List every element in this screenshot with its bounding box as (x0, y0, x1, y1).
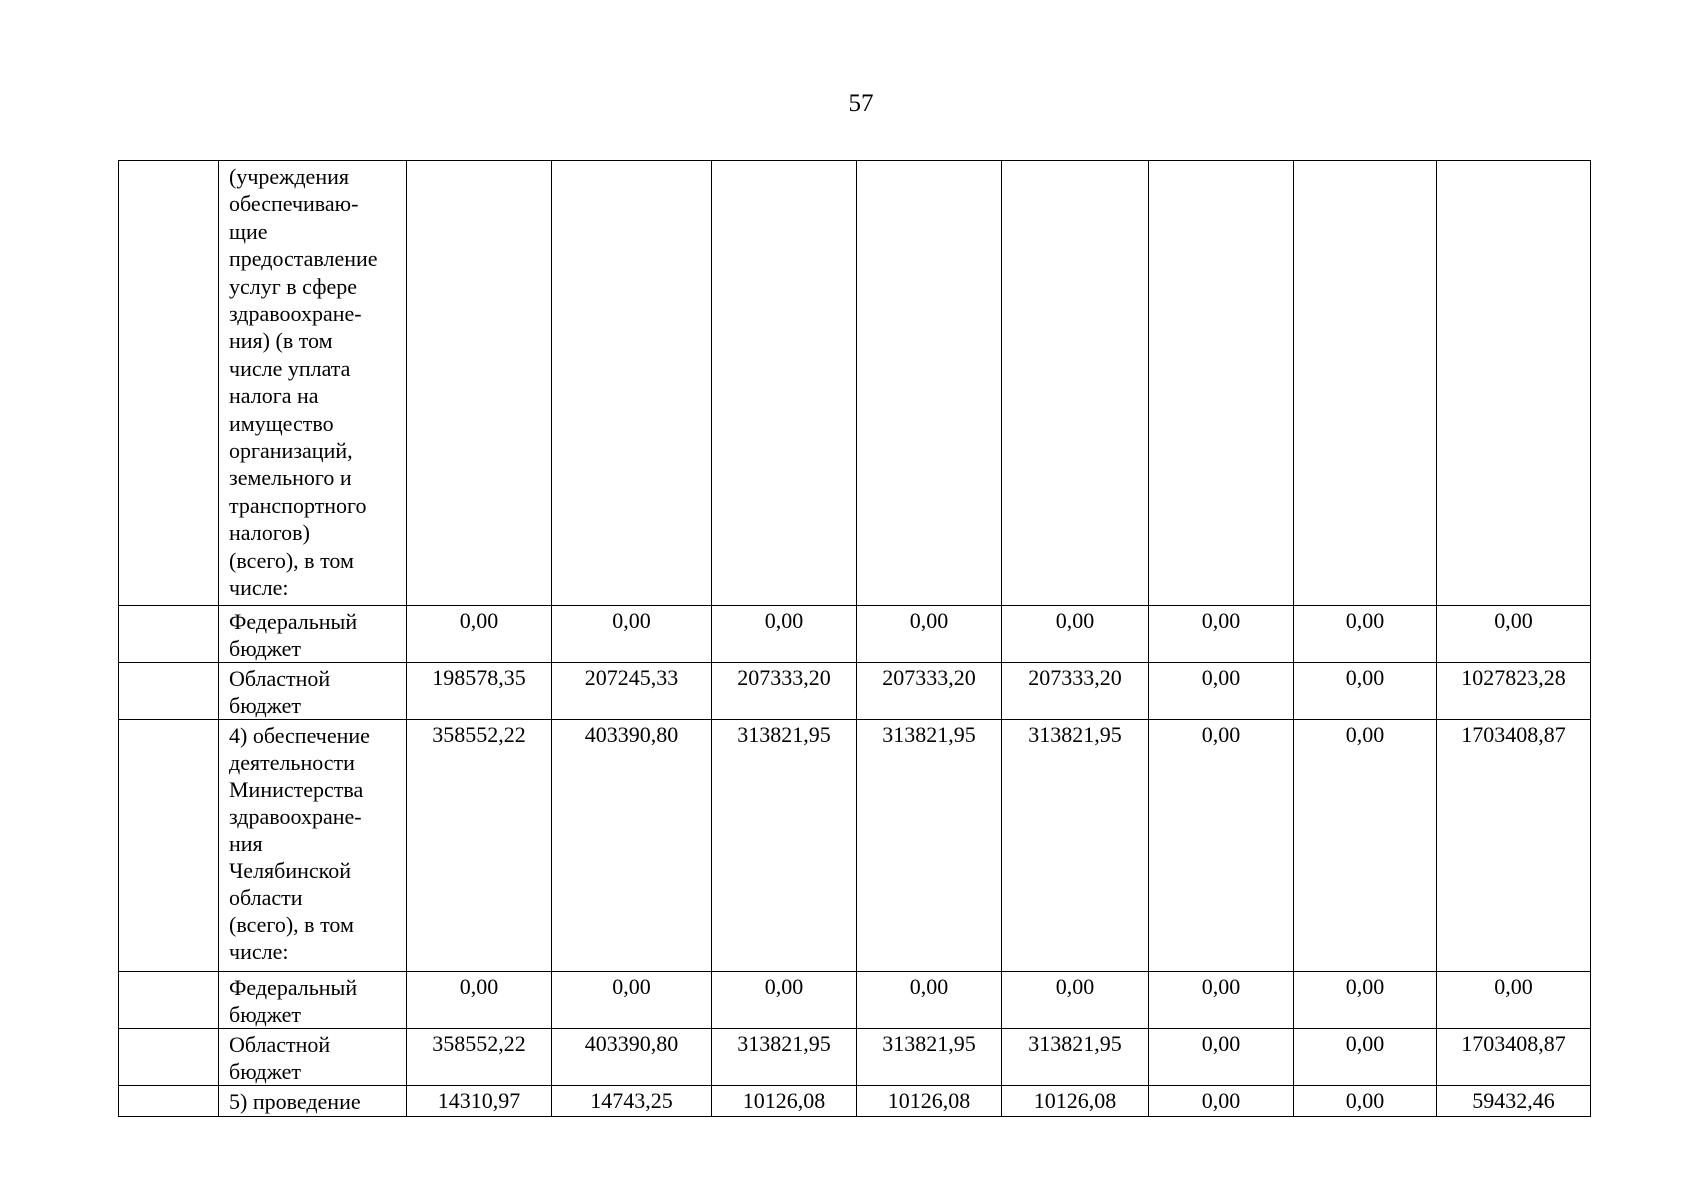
value-cell: 14310,97 (407, 1086, 552, 1117)
value-cell: 0,00 (1149, 1029, 1294, 1086)
row-number-cell (119, 972, 219, 1029)
value-cell (1149, 161, 1294, 606)
value-cell: 313821,95 (857, 1029, 1002, 1086)
value-cell (552, 161, 712, 606)
value-cell (407, 161, 552, 606)
value-cell: 1703408,87 (1437, 1029, 1591, 1086)
value-cell: 358552,22 (407, 720, 552, 972)
value-cell (857, 161, 1002, 606)
value-cell: 0,00 (1437, 972, 1591, 1029)
value-cell: 403390,80 (552, 1029, 712, 1086)
row-label: Федеральный бюджет (229, 975, 358, 1027)
value-cell: 0,00 (407, 606, 552, 663)
value-cell: 1027823,28 (1437, 663, 1591, 720)
value-cell: 10126,08 (857, 1086, 1002, 1117)
value-cell: 14743,25 (552, 1086, 712, 1117)
row-label: Областной бюджет (229, 1032, 331, 1084)
row-label: 4) обеспечение деятельности Министерства здравоохране- ния Челябинской области (всего), в том числе: (229, 723, 370, 964)
value-cell: 0,00 (1149, 720, 1294, 972)
row-label: Федеральный бюджет (229, 609, 358, 661)
value-cell: 0,00 (1149, 1086, 1294, 1117)
value-cell: 0,00 (712, 606, 857, 663)
value-cell: 198578,35 (407, 663, 552, 720)
value-cell: 0,00 (1149, 663, 1294, 720)
value-cell: 59432,46 (1437, 1086, 1591, 1117)
row-label-cell (219, 972, 407, 1029)
table-row (119, 720, 1591, 972)
value-cell: 0,00 (552, 972, 712, 1029)
value-cell: 207333,20 (712, 663, 857, 720)
value-cell: 0,00 (1294, 663, 1437, 720)
value-cell: 0,00 (1002, 972, 1149, 1029)
value-cell: 1703408,87 (1437, 720, 1591, 972)
value-cell (1437, 161, 1591, 606)
value-cell: 403390,80 (552, 720, 712, 972)
value-cell: 0,00 (1149, 606, 1294, 663)
row-number-cell (119, 161, 219, 606)
row-label: Областной бюджет (229, 666, 331, 718)
row-number-cell (119, 606, 219, 663)
value-cell: 0,00 (1149, 972, 1294, 1029)
value-cell: 10126,08 (1002, 1086, 1149, 1117)
row-label: 5) проведение (229, 1089, 361, 1114)
value-cell: 313821,95 (712, 720, 857, 972)
value-cell: 207245,33 (552, 663, 712, 720)
table-row (119, 1029, 1591, 1086)
value-cell: 0,00 (1294, 972, 1437, 1029)
value-cell (1002, 161, 1149, 606)
row-number-cell (119, 1086, 219, 1117)
value-cell: 0,00 (712, 972, 857, 1029)
row-number-cell (119, 663, 219, 720)
value-cell: 207333,20 (857, 663, 1002, 720)
value-cell: 0,00 (857, 972, 1002, 1029)
value-cell (1294, 161, 1437, 606)
row-label-cell (219, 606, 407, 663)
value-cell: 358552,22 (407, 1029, 552, 1086)
value-cell: 313821,95 (712, 1029, 857, 1086)
value-cell: 313821,95 (1002, 1029, 1149, 1086)
value-cell: 10126,08 (712, 1086, 857, 1117)
budget-table (118, 160, 1591, 1117)
value-cell: 0,00 (552, 606, 712, 663)
table-row (119, 161, 1591, 606)
table-row (119, 606, 1591, 663)
value-cell: 0,00 (1294, 1086, 1437, 1117)
table-row (119, 972, 1591, 1029)
value-cell: 0,00 (1294, 606, 1437, 663)
row-number-cell (119, 720, 219, 972)
row-label-cell (219, 1029, 407, 1086)
table-row (119, 663, 1591, 720)
value-cell (712, 161, 857, 606)
value-cell: 0,00 (1294, 720, 1437, 972)
row-label-cell (219, 720, 407, 972)
value-cell: 0,00 (1294, 1029, 1437, 1086)
value-cell: 0,00 (1437, 606, 1591, 663)
row-label-cell (219, 161, 407, 606)
row-label-cell (219, 1086, 407, 1117)
row-label: (учреждения обеспечиваю- щие предоставление услуг в сфере здравоохране- ния) (в том числе уплата налога на имущество организаций, земельного и транспортного налогов) (всего), в том числе: (229, 164, 378, 601)
page-number: 57 (848, 90, 874, 117)
row-label-cell (219, 663, 407, 720)
value-cell: 207333,20 (1002, 663, 1149, 720)
row-number-cell (119, 1029, 219, 1086)
value-cell: 0,00 (1002, 606, 1149, 663)
value-cell: 313821,95 (1002, 720, 1149, 972)
table-row (119, 1086, 1591, 1117)
value-cell: 0,00 (857, 606, 1002, 663)
value-cell: 0,00 (407, 972, 552, 1029)
value-cell: 313821,95 (857, 720, 1002, 972)
